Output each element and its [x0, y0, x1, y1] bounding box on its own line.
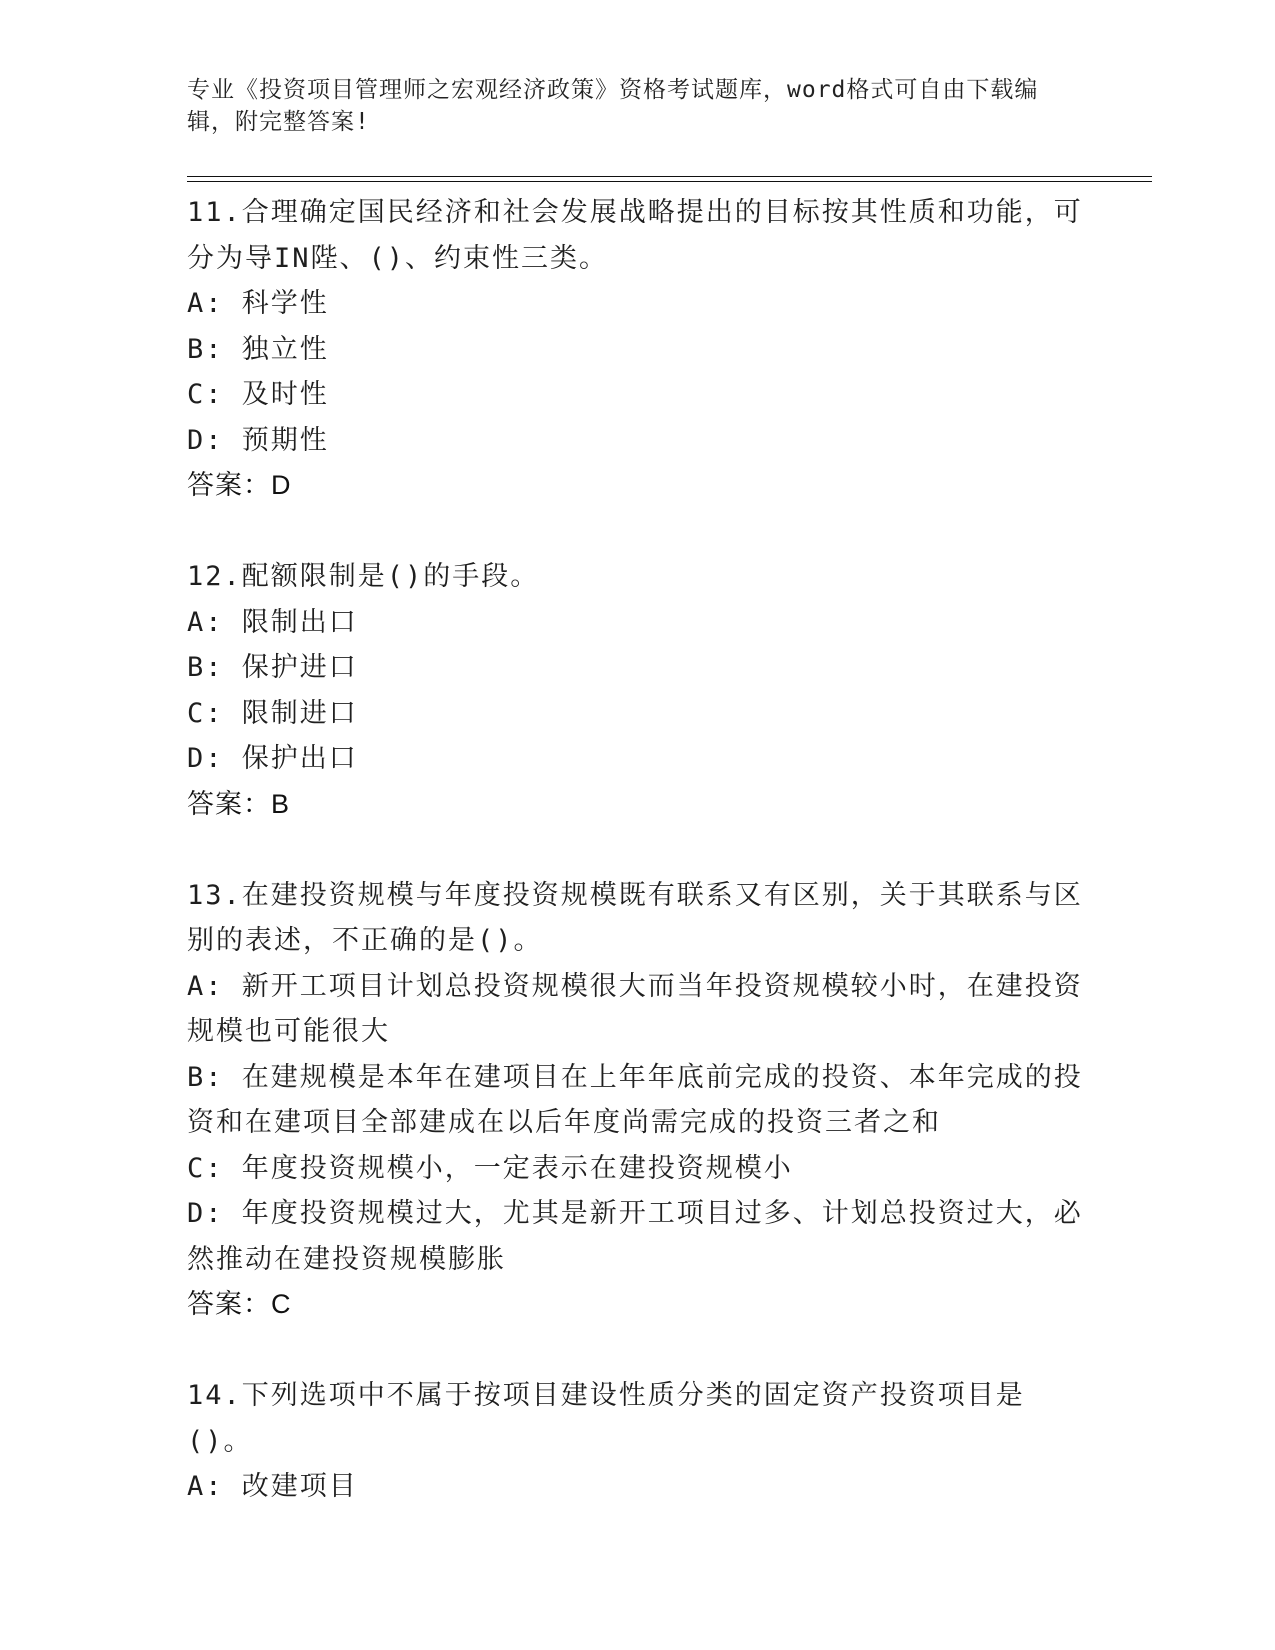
question-option-line: 资和在建项目全部建成在以后年度尚需完成的投资三者之和	[187, 1107, 941, 1138]
question-spacer	[187, 1328, 1087, 1374]
question-stem-line: 11.合理确定国民经济和社会发展战略提出的目标按其性质和功能，可	[187, 197, 1083, 228]
question-option-line: C: 及时性	[187, 379, 329, 410]
question-option-line: A: 改建项目	[187, 1471, 358, 1502]
header-line-1: 专业《投资项目管理师之宏观经济政策》资格考试题库，word格式可自由下载编	[187, 77, 1039, 103]
question-option-line: A: 限制出口	[187, 606, 358, 638]
question-option-line: D: 年度投资规模过大，尤其是新开工项目过多、计划总投资过大，必	[187, 1198, 1083, 1229]
question-list	[187, 190, 1087, 1510]
question-option-line: D: 保护出口	[187, 743, 358, 774]
question-item	[187, 1373, 1087, 1510]
question-option-line: C: 限制进口	[187, 697, 358, 729]
question-stem-line: 分为导IN陛、()、约束性三类。	[187, 242, 609, 274]
question-stem-line: 别的表述，不正确的是()。	[187, 925, 543, 956]
question-option-line: A: 新开工项目计划总投资规模很大而当年投资规模较小时，在建投资	[187, 970, 1083, 1002]
question-item	[187, 190, 1087, 509]
header-divider-top	[187, 176, 1152, 177]
question-answer: 答案：B	[187, 788, 291, 819]
document-header	[187, 74, 1067, 138]
question-stem-line: 12.配额限制是()的手段。	[187, 561, 540, 592]
question-item	[187, 554, 1087, 827]
header-divider-bottom	[187, 181, 1152, 182]
question-option-line: 然推动在建投资规模膨胀	[187, 1243, 506, 1275]
question-option-line: B: 独立性	[187, 333, 329, 365]
question-option-line: C: 年度投资规模小，一定表示在建投资规模小	[187, 1152, 793, 1184]
question-answer: 答案：C	[187, 1289, 292, 1319]
question-spacer	[187, 827, 1087, 873]
question-option-line: D: 预期性	[187, 424, 329, 456]
question-option-line: A: 科学性	[187, 288, 329, 319]
question-spacer	[187, 509, 1087, 555]
question-option-line: B: 在建规模是本年在建项目在上年年底前完成的投资、本年完成的投	[187, 1061, 1083, 1093]
question-option-line: B: 保护进口	[187, 652, 358, 683]
question-option-line: 规模也可能很大	[187, 1016, 390, 1047]
question-stem-line: 13.在建投资规模与年度投资规模既有联系又有区别，关于其联系与区	[187, 879, 1083, 911]
header-line-2: 辑，附完整答案!	[187, 109, 370, 135]
question-stem-line: 14.下列选项中不属于按项目建设性质分类的固定资产投资项目是()。	[187, 1380, 1025, 1457]
question-item	[187, 873, 1087, 1328]
question-answer: 答案：D	[187, 470, 292, 500]
